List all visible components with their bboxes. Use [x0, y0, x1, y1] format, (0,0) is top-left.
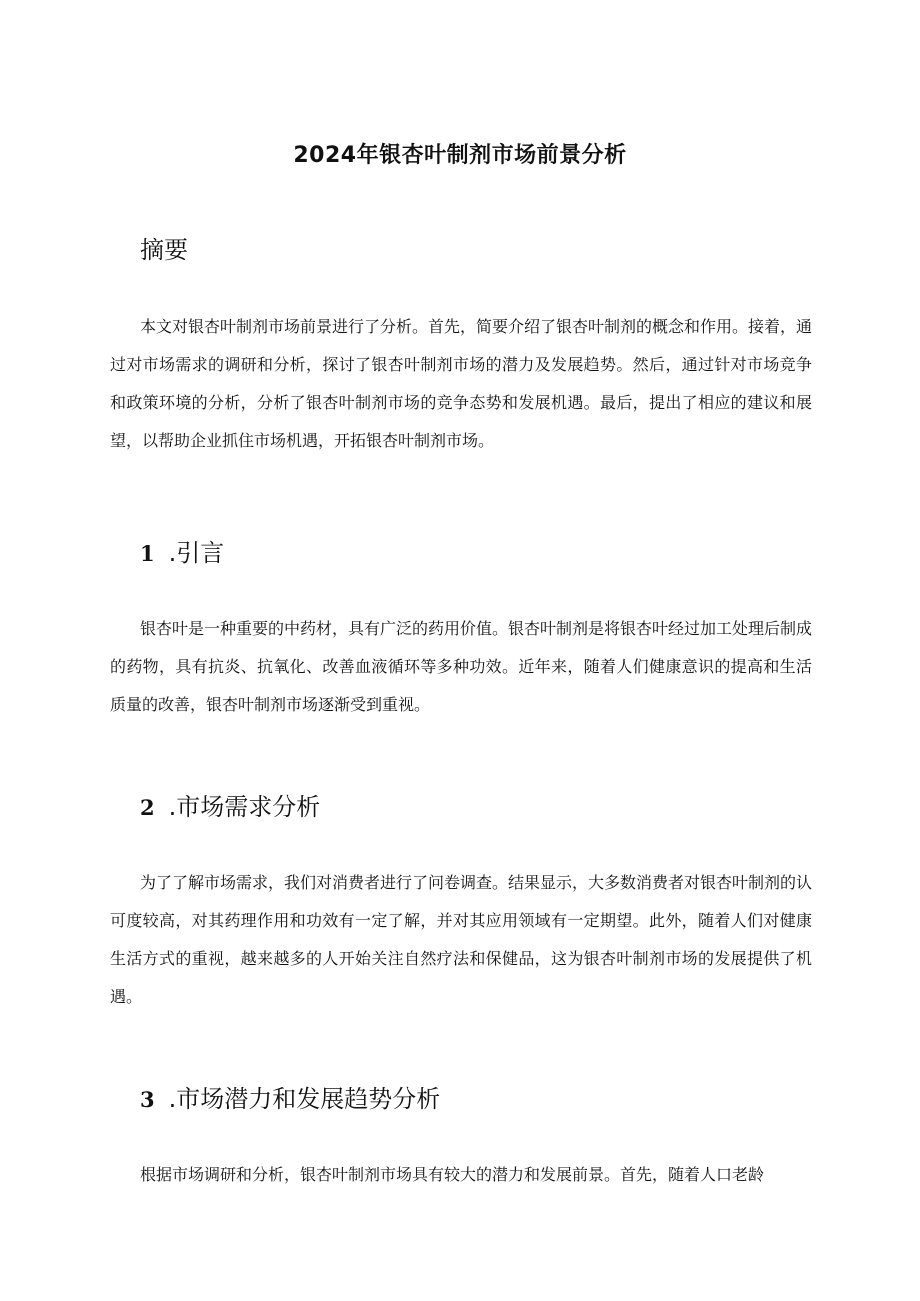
section-heading-text: .市场需求分析: [168, 793, 321, 821]
section-paragraph-market-demand: 为了了解市场需求，我们对消费者进行了问卷调查。结果显示，大多数消费者对银杏叶制剂的认可度较高，对其药理作用和功效有一定了解，并对其应用领域有一定期望。此外，随着人们对健康生活方式的重视，越来越多的人开始关注自然疗法和保健品，这为银杏叶制剂市场的发展提供了机遇。: [110, 873, 813, 1006]
section-heading-market-potential: [140, 1082, 440, 1117]
document-title: 2024年银杏叶制剂市场前景分析: [293, 143, 627, 168]
section-heading-text: .引言: [168, 539, 225, 567]
section-heading-introduction: [140, 536, 224, 571]
section-paragraph-market-potential: 根据市场调研和分析，银杏叶制剂市场具有较大的潜力和发展前景。首先，随着人口老龄: [140, 1165, 765, 1184]
section-heading-text: 摘要: [140, 236, 188, 264]
section-heading-market-demand: [140, 790, 320, 825]
section-heading-text: .市场潜力和发展趋势分析: [168, 1085, 441, 1113]
section-heading-abstract: [140, 233, 188, 267]
section-paragraph-introduction: 银杏叶是一种重要的中药材，具有广泛的药用价值。银杏叶制剂是将银杏叶经过加工处理后制成的药物，具有抗炎、抗氧化、改善血液循环等多种功效。近年来，随着人们健康意识的提高和生活质量的改善，银杏叶制剂市场逐渐受到重视。: [110, 619, 813, 714]
section-number: 3: [140, 1087, 155, 1112]
section-number: 1: [140, 541, 155, 566]
section-paragraph-abstract: 本文对银杏叶制剂市场前景进行了分析。首先，简要介绍了银杏叶制剂的概念和作用。接着，通过对市场需求的调研和分析，探讨了银杏叶制剂市场的潜力及发展趋势。然后，通过针对市场竞争和政策环境的分析，分析了银杏叶制剂市场的竞争态势和发展机遇。最后，提出了相应的建议和展望，以帮助企业抓住市场机遇，开拓银杏叶制剂市场。: [110, 317, 813, 450]
section-number: 2: [140, 795, 155, 820]
